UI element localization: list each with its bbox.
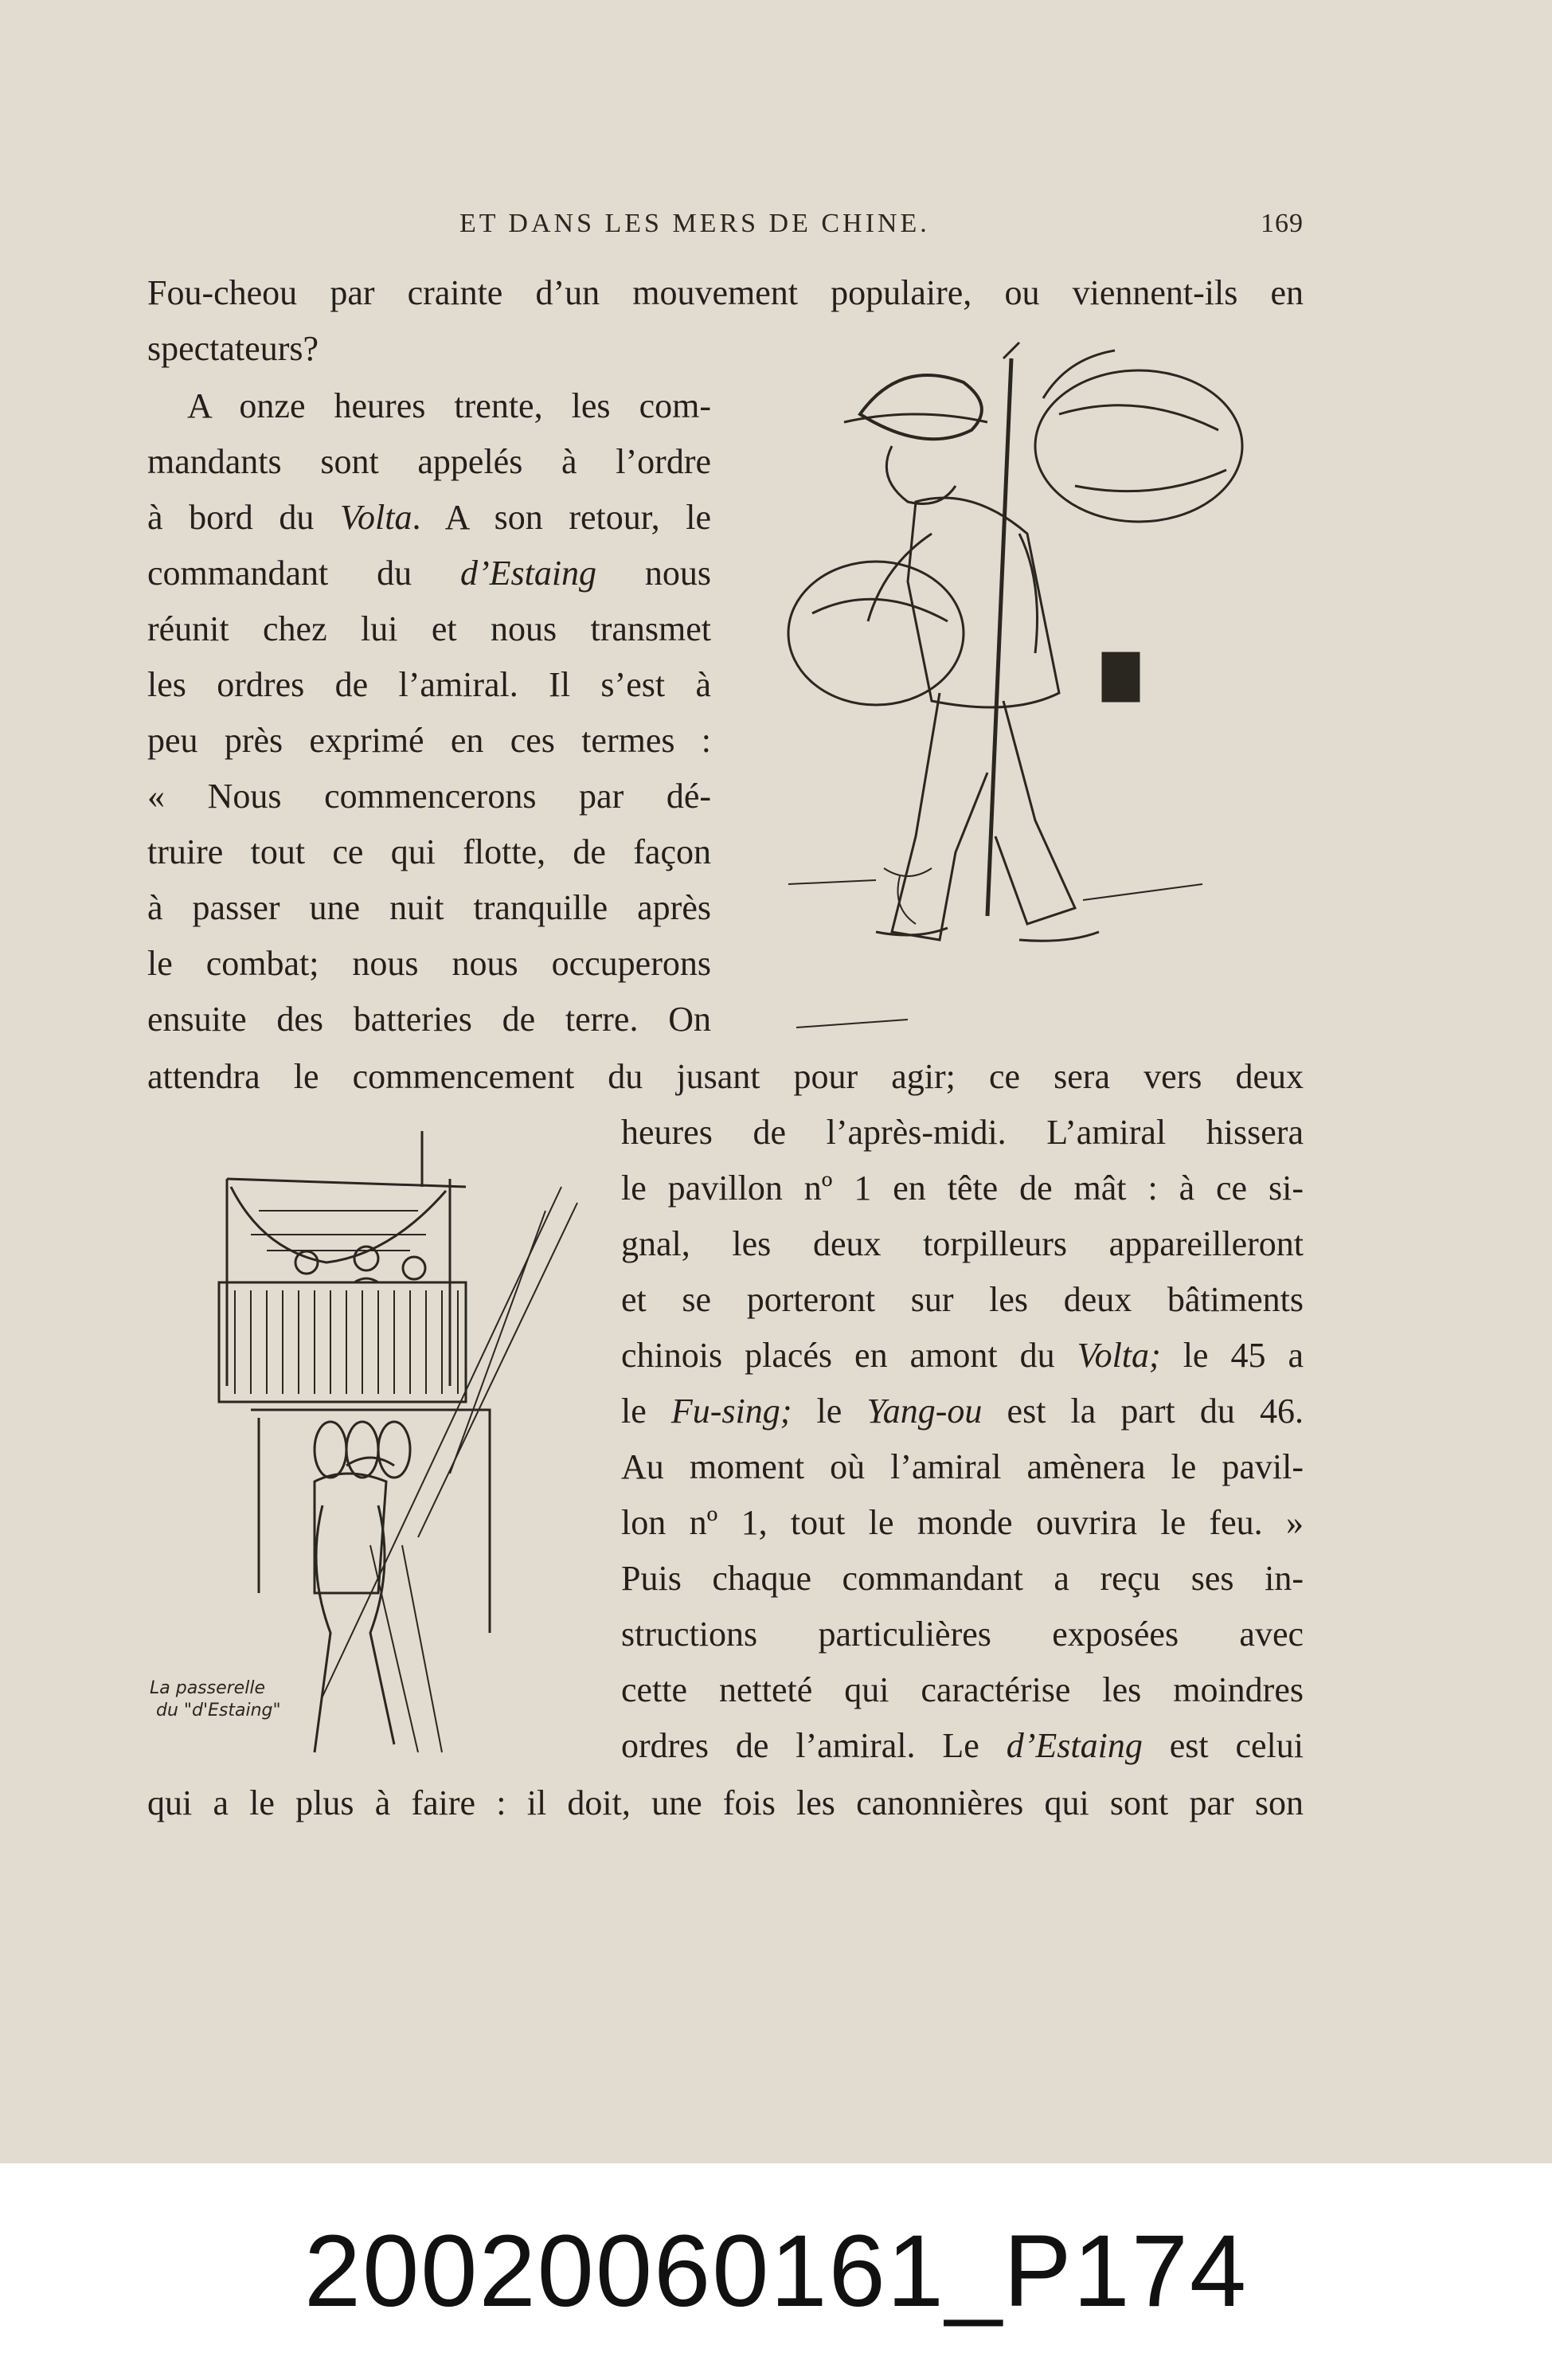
text-line: structions particulières exposées avec [621, 1615, 1304, 1654]
text-line: Au moment où l’amiral amènera le pavil- [621, 1447, 1304, 1486]
text-line: le pavillon nº 1 en tête de mât : à ce si- [621, 1168, 1304, 1208]
illustration-caption: La passerelle du "d'Estaing" [150, 1678, 281, 1720]
text-line: Puis chaque commandant a reçu ses in- [621, 1559, 1304, 1598]
text-line: spectateurs? [147, 329, 319, 368]
text-line: attendra le commencement du jusant pour agir; ce sera vers deux [147, 1057, 1304, 1096]
text-line: A onze heures trente, les com- [187, 386, 711, 425]
text-line: les ordres de l’amiral. Il s’est à [147, 665, 711, 704]
text-line: mandants sont appelés à l’ordre [147, 442, 711, 481]
text-line: gnal, les deux torpilleurs appareilleront [621, 1224, 1304, 1263]
text-line: ensuite des batteries de terre. On [147, 1000, 711, 1039]
text-line: « Nous commencerons par dé- [147, 777, 711, 816]
text-line: qui a le plus à faire : il doit, une fois les canonnières qui sont par son [147, 1783, 1304, 1822]
text-line: cette netteté qui caractérise les moindres [621, 1670, 1304, 1709]
text-line: à passer une nuit tranquille après [147, 888, 711, 927]
text-line: commandant du d’Estaing nous [147, 554, 712, 593]
text-line: heures de l’après-midi. L’amiral hissera [621, 1113, 1304, 1152]
text-line: peu près exprimé en ces termes : [147, 721, 711, 760]
text-line: chinois placés en amont du Volta; le 45 a [621, 1336, 1304, 1375]
text-line: Fou-cheou par crainte d’un mouvement populaire, ou viennent-ils en [147, 273, 1304, 312]
archive-identifier: 20020060161_P174 [303, 2214, 1249, 2328]
text-line: à bord du Volta. A son retour, le [147, 498, 711, 537]
bridge-illustration [147, 1131, 593, 1768]
text-line: et se porteront sur les deux bâtiments [621, 1280, 1304, 1319]
text-line: réunit chez lui et nous transmet [147, 609, 711, 648]
text-line: truire tout ce qui flotte, de façon [147, 832, 711, 871]
page-number: 169 [1261, 209, 1304, 238]
text-line: lon nº 1, tout le monde ouvrira le feu. » [621, 1503, 1304, 1542]
text-line: le combat; nous nous occuperons [147, 944, 711, 983]
soldier-illustration [741, 327, 1298, 1043]
text-line: ordres de l’amiral. Le d’Estaing est celui [621, 1726, 1304, 1765]
running-title: ET DANS LES MERS DE CHINE. [459, 209, 930, 238]
text-line: le Fu-sing; le Yang-ou est la part du 46. [621, 1392, 1304, 1431]
